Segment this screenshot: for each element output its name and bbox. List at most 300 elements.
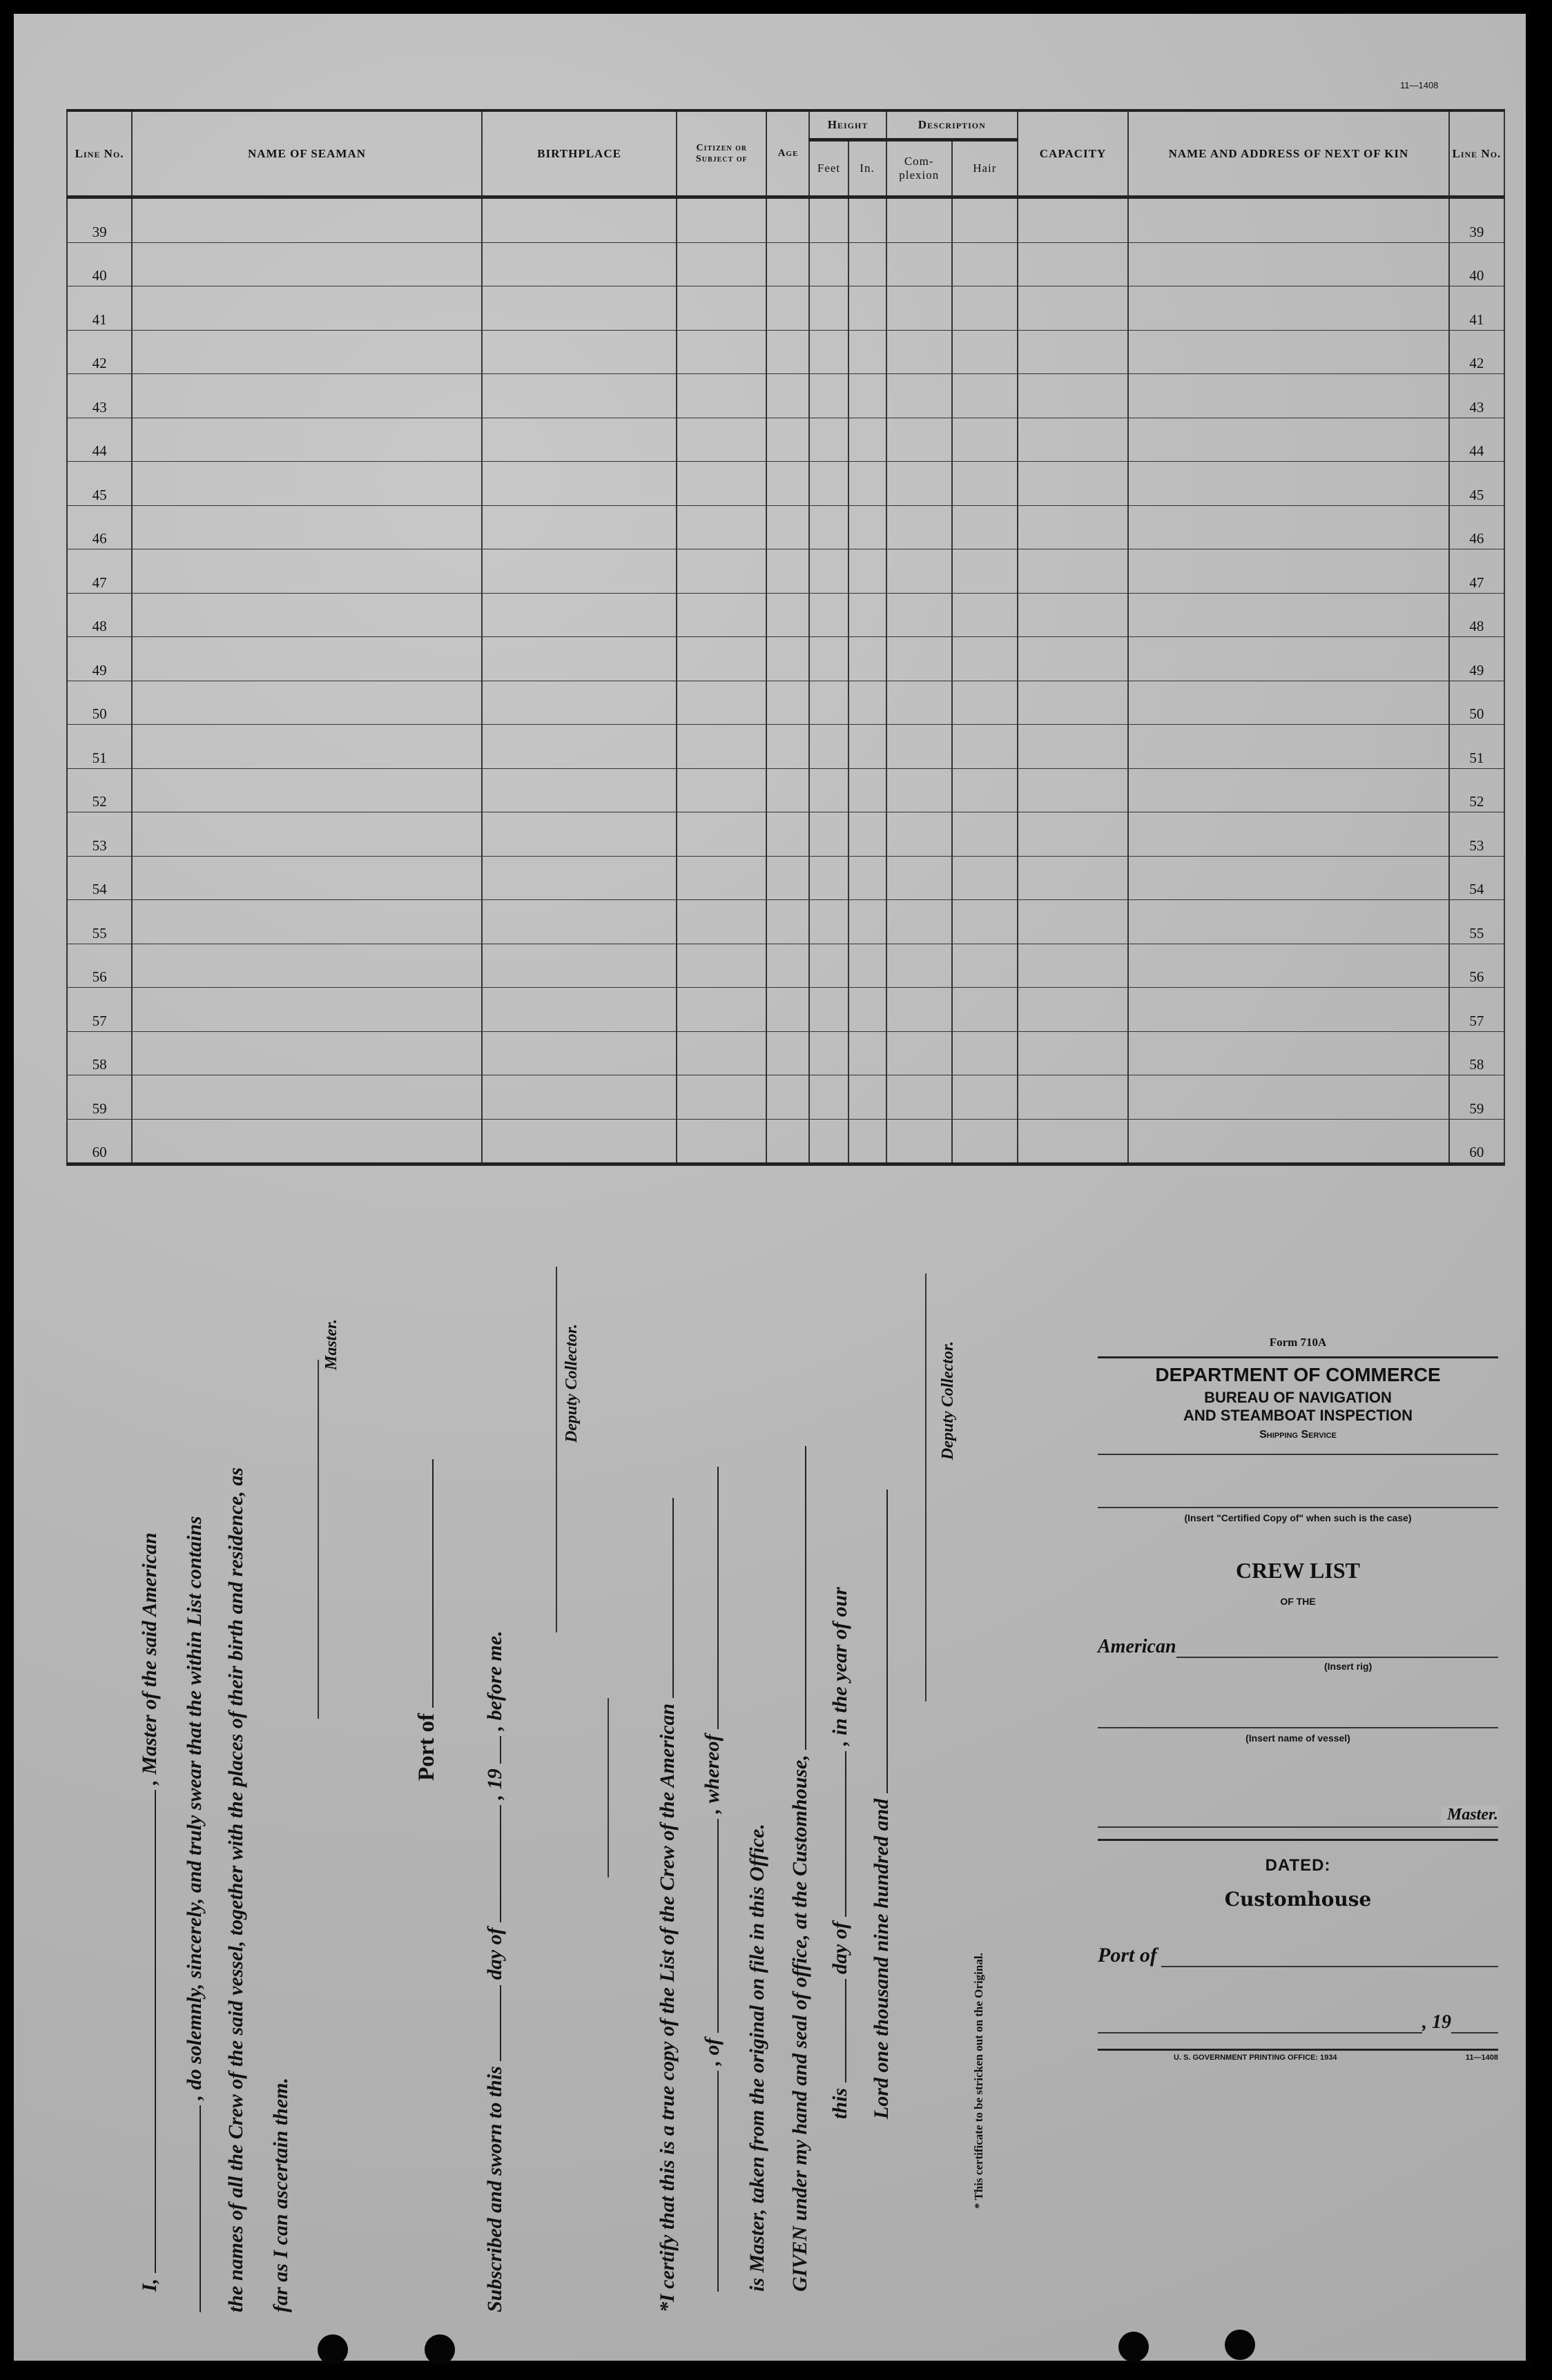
entry-cell[interactable] [677, 637, 766, 681]
entry-cell[interactable] [848, 944, 886, 988]
entry-cell[interactable] [1018, 418, 1128, 462]
entry-cell[interactable] [809, 988, 848, 1032]
entry-cell[interactable] [766, 768, 809, 812]
entry-cell[interactable] [677, 330, 766, 374]
entry-cell[interactable] [1128, 1119, 1449, 1164]
entry-cell[interactable] [1018, 768, 1128, 812]
entry-cell[interactable] [132, 681, 482, 725]
entry-cell[interactable] [482, 768, 677, 812]
entry-cell[interactable] [809, 549, 848, 594]
entry-cell[interactable] [482, 330, 677, 374]
given-year-of-our: , in the year of our [828, 1587, 851, 1746]
certify-rig-blank[interactable] [717, 2071, 719, 2292]
entry-cell[interactable] [132, 768, 482, 812]
entry-cell[interactable] [1018, 330, 1128, 374]
entry-cell[interactable] [766, 856, 809, 900]
entry-cell[interactable] [677, 1119, 766, 1164]
entry-cell[interactable] [482, 812, 677, 857]
entry-cell[interactable] [766, 988, 809, 1032]
subscribed-month-blank[interactable] [500, 1805, 501, 1922]
oath-i: I, [138, 2278, 161, 2292]
subscribed-day-blank[interactable] [500, 1985, 501, 2061]
entry-cell[interactable] [848, 812, 886, 857]
entry-cell[interactable] [677, 812, 766, 857]
entry-cell[interactable] [766, 418, 809, 462]
entry-cell[interactable] [482, 462, 677, 506]
entry-cell[interactable] [482, 856, 677, 900]
entry-cell[interactable] [677, 374, 766, 418]
entry-cell[interactable] [482, 988, 677, 1032]
deputy-signature-line-1[interactable] [556, 1267, 557, 1632]
entry-cell[interactable] [848, 418, 886, 462]
entry-cell[interactable] [952, 812, 1018, 857]
certified-copy-blank[interactable] [1098, 1455, 1498, 1508]
line-number: 58 [67, 1031, 132, 1075]
entry-cell[interactable] [952, 286, 1018, 331]
header-complexion: Com-plexion [886, 140, 952, 197]
entry-cell[interactable] [677, 856, 766, 900]
rig-blank[interactable] [1176, 1639, 1498, 1658]
line-number-right: 49 [1449, 637, 1504, 681]
certify-vessel-blank[interactable] [672, 1498, 674, 1698]
entry-cell[interactable] [1018, 505, 1128, 549]
entry-cell[interactable] [809, 944, 848, 988]
header-citizen: Citizen or Subject of [677, 110, 766, 197]
entry-cell[interactable] [886, 374, 952, 418]
oath-line-2 [183, 1516, 206, 2312]
entry-cell[interactable] [848, 725, 886, 769]
entry-cell[interactable] [848, 681, 886, 725]
entry-cell[interactable] [1018, 593, 1128, 637]
american-label: American [1098, 1636, 1176, 1657]
oath-line-3: the names of all the Crew of the said vessel, together with the places of their birth and residence, as [224, 1467, 247, 2312]
entry-cell[interactable] [809, 197, 848, 243]
entry-cell[interactable] [886, 1075, 952, 1120]
entry-cell[interactable] [952, 374, 1018, 418]
vessel-name-blank[interactable] [1098, 1672, 1498, 1728]
form-number: Form 710A [1269, 1336, 1327, 1349]
given-this: this [828, 2087, 851, 2119]
entry-cell[interactable] [886, 462, 952, 506]
entry-cell[interactable] [1128, 988, 1449, 1032]
entry-cell[interactable] [132, 812, 482, 857]
customhouse-label: Customhouse [1224, 1888, 1372, 1911]
line-number-right: 52 [1449, 768, 1504, 812]
entry-cell[interactable] [482, 197, 677, 243]
entry-cell[interactable] [1128, 462, 1449, 506]
entry-cell[interactable] [809, 681, 848, 725]
table-row [67, 637, 1504, 681]
entry-cell[interactable] [848, 900, 886, 944]
entry-cell[interactable] [677, 768, 766, 812]
entry-cell[interactable] [482, 900, 677, 944]
entry-cell[interactable] [677, 197, 766, 243]
entry-cell[interactable] [952, 856, 1018, 900]
entry-cell[interactable] [809, 242, 848, 286]
seal-line [608, 1698, 609, 1877]
entry-cell[interactable] [952, 637, 1018, 681]
entry-cell[interactable] [766, 330, 809, 374]
entry-cell[interactable] [1128, 768, 1449, 812]
entry-cell[interactable] [1128, 549, 1449, 594]
date-row [1098, 2011, 1498, 2033]
table-row [67, 681, 1504, 725]
entry-cell[interactable] [886, 812, 952, 857]
entry-cell[interactable] [809, 418, 848, 462]
entry-cell[interactable] [886, 549, 952, 594]
entry-cell[interactable] [1018, 812, 1128, 857]
entry-cell[interactable] [482, 505, 677, 549]
line-number-right: 50 [1449, 681, 1504, 725]
entry-cell[interactable] [848, 242, 886, 286]
header-feet: Feet [809, 140, 848, 197]
entry-cell[interactable] [132, 374, 482, 418]
entry-cell[interactable] [677, 725, 766, 769]
entry-cell[interactable] [766, 374, 809, 418]
table-row [67, 900, 1504, 944]
entry-cell[interactable] [677, 681, 766, 725]
master-signature-line[interactable] [318, 1360, 319, 1719]
entry-cell[interactable] [1128, 1075, 1449, 1120]
entry-cell[interactable] [809, 1031, 848, 1075]
entry-cell[interactable] [1128, 681, 1449, 725]
entry-cell[interactable] [952, 768, 1018, 812]
entry-cell[interactable] [1128, 1031, 1449, 1075]
given-day-blank[interactable] [845, 1979, 846, 2082]
port-of-label: Port of [1098, 1944, 1157, 1967]
table-row [67, 330, 1504, 374]
entry-cell[interactable] [766, 462, 809, 506]
entry-cell[interactable] [482, 593, 677, 637]
entry-cell[interactable] [132, 725, 482, 769]
certify-line-3: is Master, taken from the original on file in this Office. [746, 1824, 768, 2292]
entry-cell[interactable] [848, 856, 886, 900]
entry-cell[interactable] [132, 1119, 482, 1164]
entry-cell[interactable] [848, 768, 886, 812]
entry-cell[interactable] [952, 944, 1018, 988]
entry-cell[interactable] [848, 593, 886, 637]
entry-cell[interactable] [132, 286, 482, 331]
entry-cell[interactable] [952, 725, 1018, 769]
line-number: 42 [67, 330, 132, 374]
entry-cell[interactable] [132, 462, 482, 506]
entry-cell[interactable] [766, 681, 809, 725]
entry-cell[interactable] [1128, 593, 1449, 637]
entry-cell[interactable] [952, 681, 1018, 725]
entry-cell[interactable] [886, 242, 952, 286]
port-of-row [1098, 1944, 1498, 1967]
oath-master-name-blank[interactable] [155, 1790, 156, 2273]
line-number: 57 [67, 988, 132, 1032]
table-row [67, 549, 1504, 594]
entry-cell[interactable] [886, 944, 952, 988]
header-height: Height [809, 110, 886, 140]
entry-cell[interactable] [886, 988, 952, 1032]
entry-cell[interactable] [886, 681, 952, 725]
entry-cell[interactable] [848, 549, 886, 594]
entry-cell[interactable] [809, 812, 848, 857]
entry-cell[interactable] [677, 505, 766, 549]
entry-cell[interactable] [766, 944, 809, 988]
entry-cell[interactable] [132, 242, 482, 286]
entry-cell[interactable] [809, 593, 848, 637]
entry-cell[interactable] [677, 1031, 766, 1075]
entry-cell[interactable] [848, 1075, 886, 1120]
entry-cell[interactable] [952, 1031, 1018, 1075]
entry-cell[interactable] [677, 242, 766, 286]
entry-cell[interactable] [809, 856, 848, 900]
entry-cell[interactable] [952, 197, 1018, 243]
entry-cell[interactable] [482, 549, 677, 594]
entry-cell[interactable] [886, 1119, 952, 1164]
entry-cell[interactable] [886, 1031, 952, 1075]
entry-cell[interactable] [132, 944, 482, 988]
entry-cell[interactable] [482, 1031, 677, 1075]
entry-cell[interactable] [1018, 374, 1128, 418]
entry-cell[interactable] [848, 462, 886, 506]
entry-cell[interactable] [482, 1119, 677, 1164]
entry-cell[interactable] [766, 1119, 809, 1164]
entry-cell[interactable] [1018, 900, 1128, 944]
entry-cell[interactable] [482, 1075, 677, 1120]
entry-cell[interactable] [766, 637, 809, 681]
entry-cell[interactable] [1128, 725, 1449, 769]
entry-cell[interactable] [677, 988, 766, 1032]
entry-cell[interactable] [132, 549, 482, 594]
entry-cell[interactable] [1128, 242, 1449, 286]
table-row [67, 242, 1504, 286]
entry-cell[interactable] [677, 462, 766, 506]
entry-cell[interactable] [1018, 197, 1128, 243]
header-name-of-seaman: NAME OF SEAMAN [132, 110, 482, 197]
entry-cell[interactable] [766, 197, 809, 243]
line-number: 43 [67, 374, 132, 418]
entry-cell[interactable] [809, 374, 848, 418]
entry-cell[interactable] [1018, 242, 1128, 286]
entry-cell[interactable] [1128, 418, 1449, 462]
entry-cell[interactable] [1128, 900, 1449, 944]
header-line-no-right: Line No. [1449, 110, 1504, 197]
entry-cell[interactable] [952, 330, 1018, 374]
line-number: 59 [67, 1075, 132, 1120]
entry-cell[interactable] [1128, 944, 1449, 988]
entry-cell[interactable] [482, 374, 677, 418]
entry-cell[interactable] [132, 418, 482, 462]
entry-cell[interactable] [1018, 1075, 1128, 1120]
entry-cell[interactable] [809, 768, 848, 812]
entry-cell[interactable] [766, 1075, 809, 1120]
entry-cell[interactable] [848, 1031, 886, 1075]
entry-cell[interactable] [848, 197, 886, 243]
header-age: Age [766, 110, 809, 197]
entry-cell[interactable] [886, 418, 952, 462]
entry-cell[interactable] [766, 286, 809, 331]
entry-cell[interactable] [952, 988, 1018, 1032]
entry-cell[interactable] [132, 330, 482, 374]
table-row [67, 1031, 1504, 1075]
entry-cell[interactable] [677, 286, 766, 331]
entry-cell[interactable] [848, 286, 886, 331]
entry-cell[interactable] [766, 812, 809, 857]
oath-port-blank[interactable] [432, 1459, 434, 1708]
entry-cell[interactable] [677, 900, 766, 944]
entry-cell[interactable] [848, 988, 886, 1032]
bureau-line-1: BUREAU OF NAVIGATION [1204, 1389, 1392, 1406]
entry-cell[interactable] [482, 418, 677, 462]
entry-cell[interactable] [677, 944, 766, 988]
entry-cell[interactable] [482, 944, 677, 988]
port-blank[interactable] [1161, 1948, 1498, 1967]
entry-cell[interactable] [886, 197, 952, 243]
certify-port-blank[interactable] [717, 1819, 719, 2033]
date-blank[interactable] [1098, 2014, 1422, 2033]
entry-cell[interactable] [132, 197, 482, 243]
subscribed-year-blank[interactable] [500, 1736, 501, 1764]
deputy-signature-line-2[interactable] [925, 1274, 927, 1701]
entry-cell[interactable] [952, 900, 1018, 944]
entry-cell[interactable] [766, 593, 809, 637]
entry-cell[interactable] [766, 549, 809, 594]
entry-cell[interactable] [809, 286, 848, 331]
entry-cell[interactable] [886, 593, 952, 637]
entry-cell[interactable] [886, 505, 952, 549]
entry-cell[interactable] [132, 1075, 482, 1120]
certify-line-2 [701, 1467, 724, 2292]
entry-cell[interactable] [1128, 286, 1449, 331]
entry-cell[interactable] [1018, 988, 1128, 1032]
entry-cell[interactable] [1128, 856, 1449, 900]
entry-cell[interactable] [1018, 1119, 1128, 1164]
table-row [67, 768, 1504, 812]
entry-cell[interactable] [677, 1075, 766, 1120]
entry-cell[interactable] [677, 549, 766, 594]
entry-cell[interactable] [677, 593, 766, 637]
entry-cell[interactable] [1018, 944, 1128, 988]
entry-cell[interactable] [1018, 462, 1128, 506]
entry-cell[interactable] [809, 462, 848, 506]
crew-list-title: CREW LIST [1236, 1558, 1360, 1583]
entry-cell[interactable] [132, 900, 482, 944]
entry-cell[interactable] [809, 637, 848, 681]
oath-line-4: far as I can ascertain them. [269, 2077, 292, 2312]
entry-cell[interactable] [1018, 856, 1128, 900]
entry-cell[interactable] [952, 1119, 1018, 1164]
given-customhouse-blank[interactable] [805, 1446, 806, 1750]
entry-cell[interactable] [886, 330, 952, 374]
entry-cell[interactable] [886, 286, 952, 331]
entry-cell[interactable] [809, 725, 848, 769]
printer-footer [1098, 2054, 1498, 2062]
insert-rig-note: (Insert rig) [1324, 1661, 1372, 1672]
entry-cell[interactable] [482, 725, 677, 769]
entry-cell[interactable] [766, 725, 809, 769]
entry-cell[interactable] [886, 900, 952, 944]
entry-cell[interactable] [132, 505, 482, 549]
entry-cell[interactable] [952, 1075, 1018, 1120]
entry-cell[interactable] [482, 286, 677, 331]
entry-cell[interactable] [848, 1119, 886, 1164]
entry-cell[interactable] [1018, 637, 1128, 681]
master-label: Master. [1442, 1806, 1498, 1824]
entry-cell[interactable] [809, 1075, 848, 1120]
entry-cell[interactable] [952, 418, 1018, 462]
entry-cell[interactable] [677, 418, 766, 462]
entry-cell[interactable] [1128, 330, 1449, 374]
entry-cell[interactable] [1018, 549, 1128, 594]
entry-cell[interactable] [1018, 681, 1128, 725]
entry-cell[interactable] [132, 593, 482, 637]
entry-cell[interactable] [886, 856, 952, 900]
entry-cell[interactable] [886, 637, 952, 681]
entry-cell[interactable] [809, 900, 848, 944]
entry-cell[interactable] [1128, 505, 1449, 549]
entry-cell[interactable] [482, 242, 677, 286]
entry-cell[interactable] [809, 505, 848, 549]
line-number-right: 44 [1449, 418, 1504, 462]
line-number-right: 55 [1449, 900, 1504, 944]
entry-cell[interactable] [809, 330, 848, 374]
entry-cell[interactable] [1018, 1031, 1128, 1075]
entry-cell[interactable] [1128, 374, 1449, 418]
line-number: 45 [67, 462, 132, 506]
given-month-blank[interactable] [845, 1751, 846, 1917]
entry-cell[interactable] [132, 988, 482, 1032]
entry-cell[interactable] [132, 637, 482, 681]
entry-cell[interactable] [1018, 286, 1128, 331]
certify-of: , of [701, 2038, 724, 2066]
entry-cell[interactable] [952, 549, 1018, 594]
shipping-service: Shipping Service [1259, 1429, 1337, 1441]
line-number-right: 42 [1449, 330, 1504, 374]
entry-cell[interactable] [952, 462, 1018, 506]
entry-cell[interactable] [766, 900, 809, 944]
given-year-blank[interactable] [886, 1490, 888, 1793]
form-code-bottom: 11—1408 [1465, 2054, 1498, 2062]
table-row [67, 286, 1504, 331]
entry-cell[interactable] [848, 330, 886, 374]
entry-cell[interactable] [886, 725, 952, 769]
punch-hole-4 [1225, 2330, 1255, 2360]
entry-cell[interactable] [1128, 637, 1449, 681]
entry-cell[interactable] [132, 856, 482, 900]
entry-cell[interactable] [848, 505, 886, 549]
entry-cell[interactable] [952, 593, 1018, 637]
master-blank[interactable] [1098, 1757, 1498, 1828]
year-blank[interactable] [1451, 2014, 1498, 2033]
entry-cell[interactable] [952, 505, 1018, 549]
oath-vessel-blank[interactable] [200, 2105, 201, 2312]
line-number: 60 [67, 1119, 132, 1164]
line-number-right: 57 [1449, 988, 1504, 1032]
entry-cell[interactable] [766, 242, 809, 286]
line-number-right: 40 [1449, 242, 1504, 286]
entry-cell[interactable] [848, 637, 886, 681]
dated-label: DATED: [1265, 1856, 1331, 1875]
entry-cell[interactable] [766, 505, 809, 549]
entry-cell[interactable] [482, 681, 677, 725]
entry-cell[interactable] [848, 374, 886, 418]
entry-cell[interactable] [1128, 197, 1449, 243]
entry-cell[interactable] [952, 242, 1018, 286]
certify-master-blank[interactable] [717, 1467, 719, 1729]
entry-cell[interactable] [132, 1031, 482, 1075]
entry-cell[interactable] [886, 768, 952, 812]
entry-cell[interactable] [809, 1119, 848, 1164]
entry-cell[interactable] [766, 1031, 809, 1075]
entry-cell[interactable] [482, 637, 677, 681]
entry-cell[interactable] [1018, 725, 1128, 769]
entry-cell[interactable] [1128, 812, 1449, 857]
